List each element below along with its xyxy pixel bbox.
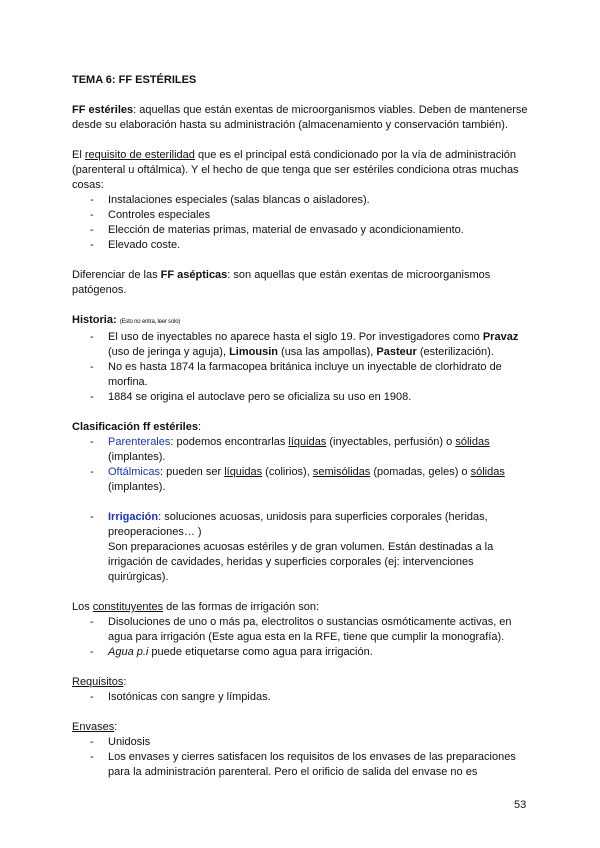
requisitos-list [72,690,530,705]
list-item: - Isotónicas con sangre y límpidas. [72,690,530,705]
historia-heading: Historia: [72,314,117,326]
clasificacion-heading: Clasificación ff estériles [72,421,198,433]
irrigacion-list [72,510,530,540]
requisito-term: requisito de esterilidad [84,149,195,161]
text: (implantes). [108,481,166,493]
constituyentes-term: constituyentes [92,601,164,613]
text: (implantes). [108,451,166,463]
historia-text: (esterilización). [416,346,494,358]
asepticas-pre: Diferenciar de las [72,269,161,281]
intro-text: : aquellas que están exentas de microorganismos viables. Deben de mantenerse desde su elaboración hasta su administración (almacenamiento y conservación también). [72,104,528,131]
list-item: - 1884 se origina el autoclave pero se oficializa su uso en 1908. [72,390,530,405]
historia-note: (Esto no entra, leer solo) [119,319,181,325]
oftalmicas-label: Oftálmicas [108,466,160,478]
irrigacion-label: Irrigación [108,511,159,523]
list-item [72,330,530,360]
list-item [72,645,530,660]
list-item: - No es hasta 1874 la farmacopea británica incluye un inyectable de clorhidrato de morfina. [72,360,530,390]
colon: : [123,676,127,688]
text: (colirios), [262,466,313,478]
parenterales-label: Parenterales [108,436,171,448]
list-item-parenterales [72,435,530,465]
requisito-pre: El [72,149,85,161]
asepticas-paragraph [72,268,530,298]
underlined-term: sólidas [455,436,490,448]
list-item: - Disoluciones de uno o más pa, electrolitos o sustancias osmóticamente activas, en agua para irrigación (Este agua esta en la RFE, tiene que cumplir la monografía). [72,615,530,645]
requisito-post: que es el principal está condicionado por la vía de administración (parenteral u oftálmica). Y el hecho de que tenga que ser estériles condiciona otras muchas cosas: [72,149,519,191]
asepticas-post: : son aquellas que están exentas de microorganismos patógenos. [72,269,491,296]
list-item-irrigacion [72,510,530,540]
agua-pi: Agua p.i [108,646,149,658]
requisito-list [72,193,530,253]
requisito-paragraph [72,148,530,193]
historia-text: El uso de inyectables no aparece hasta el siglo 19. Por investigadores como [108,331,483,343]
underlined-term: sólidas [470,466,505,478]
list-item: - Elección de materias primas, material de envasado y acondicionamiento. [72,223,530,238]
envases-heading: Envases [72,721,115,733]
colon: : [197,421,202,433]
colon: : [114,721,118,733]
page-title: TEMA 6: FF ESTÉRILES [72,74,197,86]
historia-heading-line [72,313,530,330]
text: (pomadas, geles) o [370,466,471,478]
envases-list [72,735,530,780]
historia-name-limousin: Limousin [229,346,278,358]
intro-paragraph [72,103,530,133]
clasificacion-heading-line [72,420,530,435]
underlined-term: líquidas [288,436,327,448]
irrigacion-description: Son preparaciones acuosas estériles y de gran volumen. Están destinadas a la irrigación de cavidades, heridas y superficies corporales (ej: intervenciones quirúrgicas). [108,541,494,583]
text: puede etiquetarse como agua para irrigación. [148,646,373,658]
envases-heading-line [72,720,530,735]
list-item: - Los envases y cierres satisfacen los requisitos de los envases de las preparaciones para la administración parenteral. Pero el orificio de salida del envase no es [72,750,530,780]
list-item: - Controles especiales [72,208,530,223]
text: : soluciones acuosas, unidosis para superficies corporales (heridas, preoperaciones… ) [108,511,488,538]
historia-name-pravaz: Pravaz [482,331,519,343]
text: : podemos encontrarlas [170,436,289,448]
constituyentes-paragraph [72,600,530,615]
historia-text: (usa las ampollas), [277,346,377,358]
text: de las formas de irrigación son: [163,601,320,613]
clasificacion-list [72,435,530,495]
intro-term: FF estériles [72,104,134,116]
text: (inyectables, perfusión) o [326,436,456,448]
list-item-oftalmicas [72,465,530,495]
list-item: - Instalaciones especiales (salas blancas o aisladores). [72,193,530,208]
requisitos-heading: Requisitos [72,676,124,688]
historia-list [72,330,530,405]
underlined-term: semisólidas [312,466,371,478]
text: : pueden ser [159,466,225,478]
historia-text: (uso de jeringa y aguja), [108,346,230,358]
document-page [72,73,530,780]
requisitos-heading-line [72,675,530,690]
asepticas-term: FF asépticas [160,269,228,281]
underlined-term: líquidas [224,466,263,478]
text: Los [72,601,93,613]
page-number: 53 [514,799,527,811]
constituyentes-list [72,615,530,660]
list-item: - Unidosis [72,735,530,750]
list-item: - Elevado coste. [72,238,530,253]
historia-name-pasteur: Pasteur [376,346,417,358]
